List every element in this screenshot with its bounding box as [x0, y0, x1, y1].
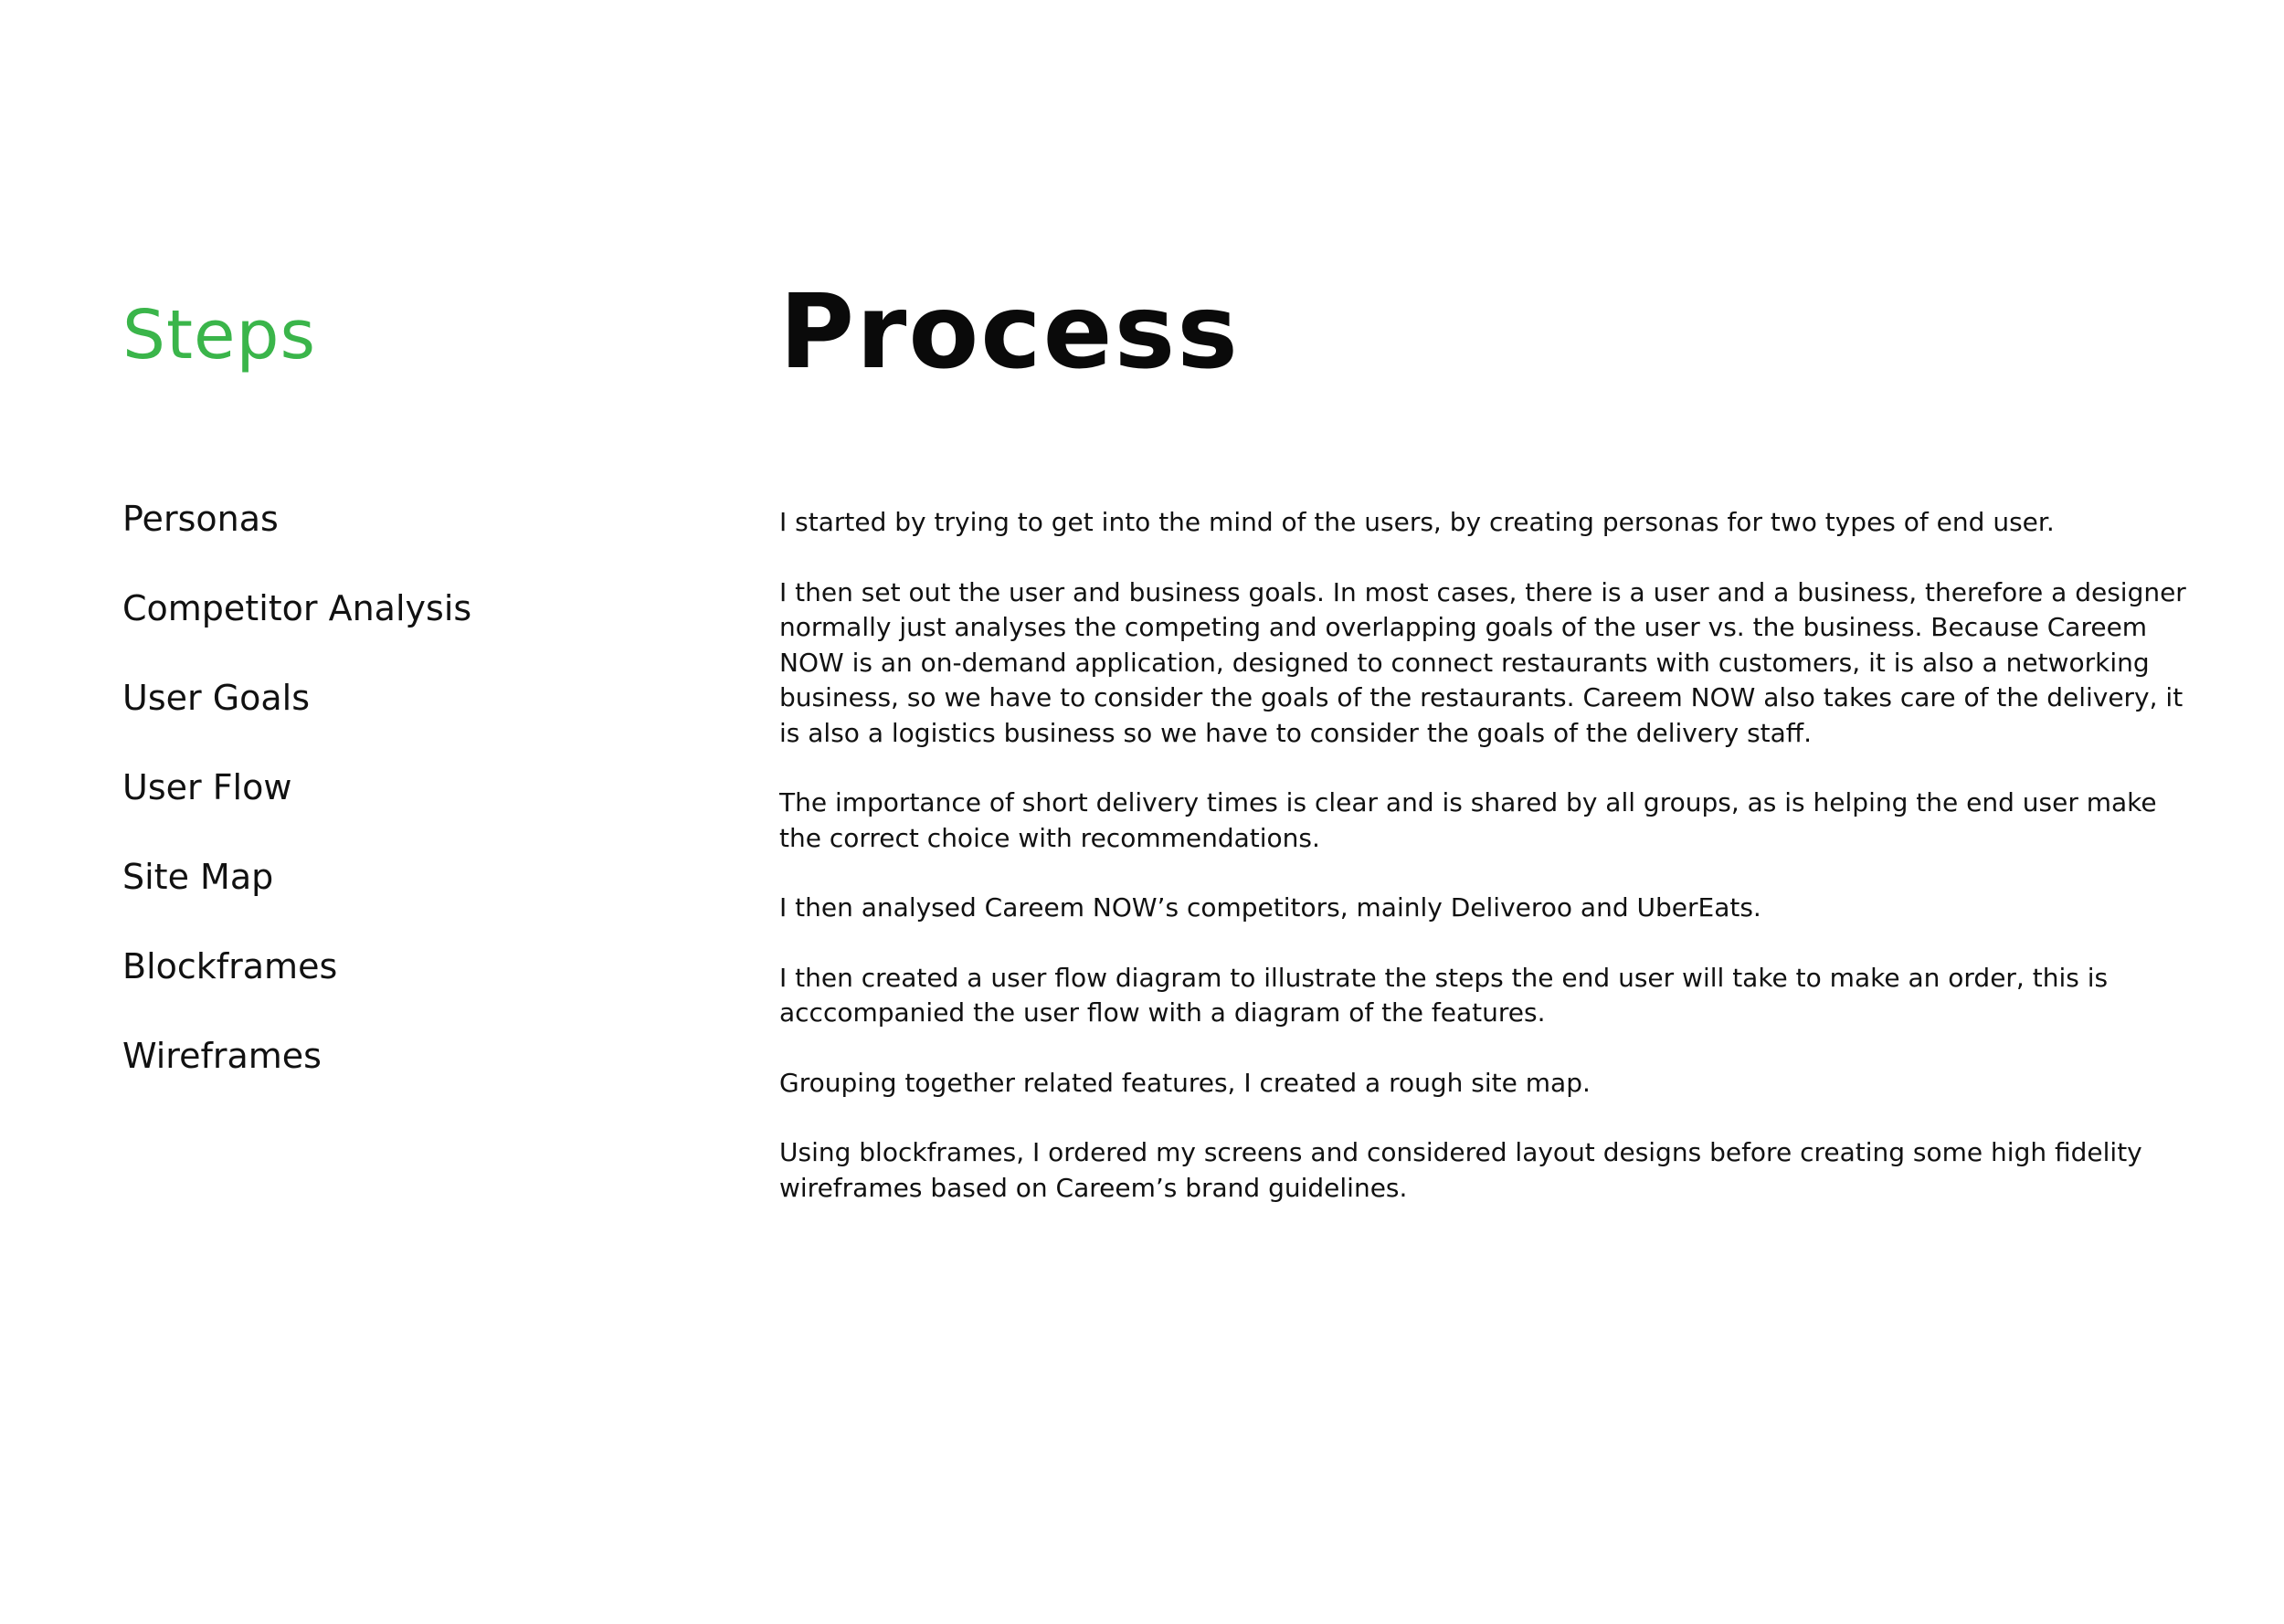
step-item-blockframes: Blockframes	[122, 946, 338, 986]
process-paragraph-competitors: I then analysed Careem NOW’s competitors, mainly Deliveroo and UberEats.	[779, 892, 1761, 923]
process-paragraph-blockframes: Using blockframes, I ordered my screens and considered layout designs before creating some high fidelity wireframes based on Careem’s brand guidelines.	[779, 1137, 2142, 1203]
process-paragraph-site-map: Grouping together related features, I created a rough site map.	[779, 1067, 1591, 1098]
process-body	[779, 505, 2205, 1240]
step-item-competitor-analysis: Competitor Analysis	[122, 588, 472, 628]
page-title: Process	[779, 273, 1240, 392]
step-item-wireframes: Wireframes	[122, 1036, 322, 1076]
step-item-user-goals: User Goals	[122, 678, 311, 718]
process-paragraph-delivery-times: The importance of short delivery times is clear and is shared by all groups, as is helping the end user make the correct choice with recommendations.	[779, 787, 2157, 853]
steps-heading: Steps	[122, 296, 317, 374]
process-paragraph-user-flow: I then created a user flow diagram to illustrate the steps the end user will take to make an order, this is acccompanied the user flow with a diagram of the features.	[779, 962, 2109, 1028]
process-paragraph-goals: I then set out the user and business goals. In most cases, there is a user and a business, therefore a designer normally just analyses the competing and overlapping goals of the user vs. the business. Because Careem NOW is an on-demand application, designed to connect restaurants with customers, it is also a networking business, so we have to consider the goals of the restaurants. Careem NOW also takes care of the delivery, it is also a logistics business so we have to consider the goals of the delivery staff.	[779, 576, 2186, 748]
steps-list	[122, 498, 471, 1124]
step-item-personas: Personas	[122, 499, 279, 539]
process-paragraph-personas: I started by trying to get into the mind of the users, by creating personas for two types of end user.	[779, 507, 2055, 537]
step-item-user-flow: User Flow	[122, 767, 292, 807]
step-item-site-map: Site Map	[122, 857, 274, 897]
